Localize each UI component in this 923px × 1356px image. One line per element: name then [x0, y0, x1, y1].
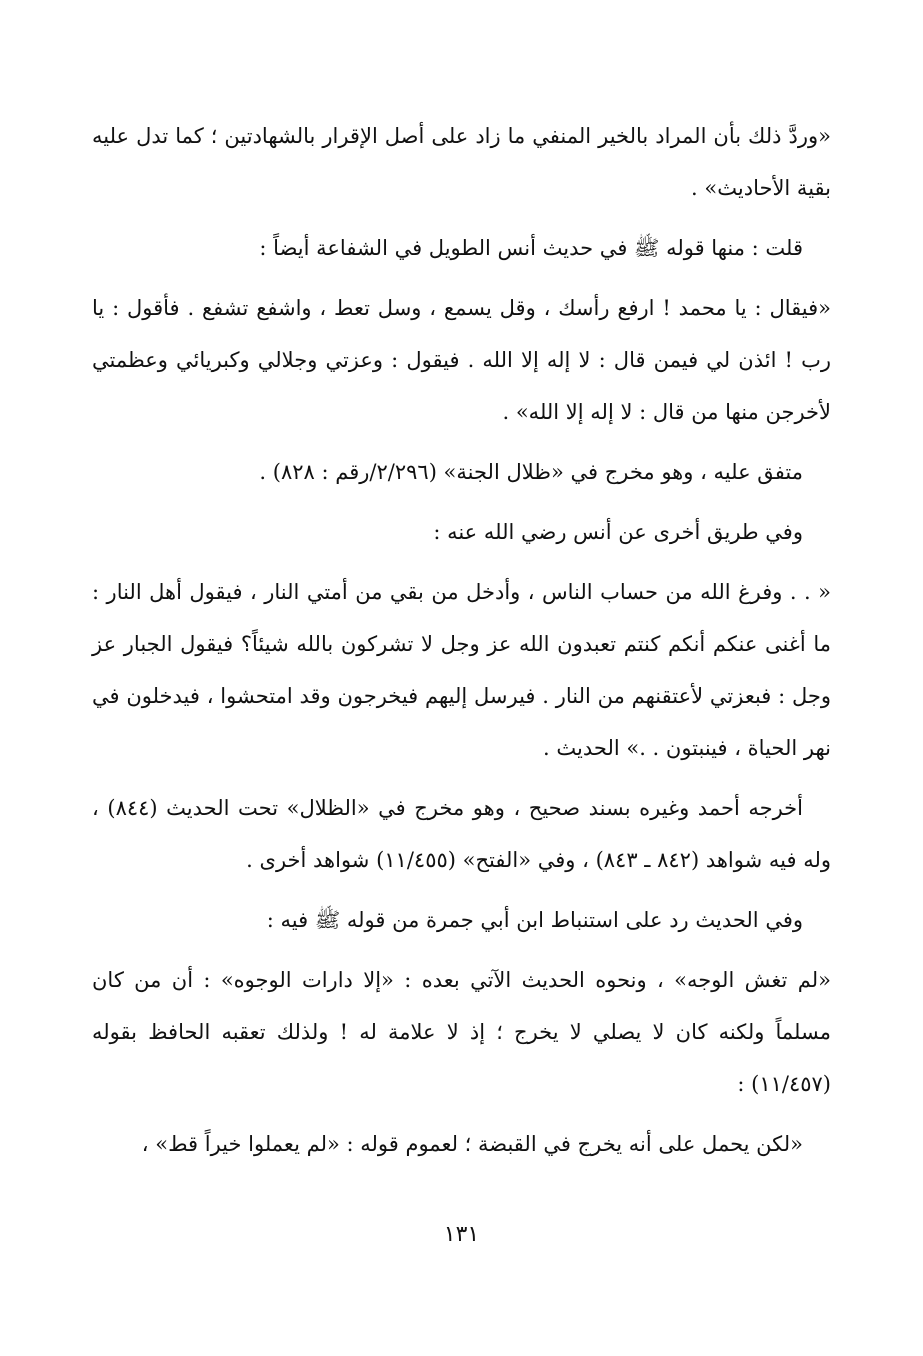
paragraph-6: « . . وفرغ الله من حساب الناس ، وأدخل من بقي من أمتي النار ، فيقول أهل النار : ما أغنى عنكم أنكم كنتم تعبدون الله عز وجل لا تشركون بالله شيئاً؟ فيقول الجبار عز وجل : فبعزتي لأعتقنهم من النار . فيرسل إليهم فيخرجون وقد امتحشوا ، فيدخلون في نهر الحياة ، فينبتون . .» الحديث . [92, 580, 831, 760]
paragraph-8: وفي الحديث رد على استنباط ابن أبي جمرة من قوله ﷺ فيه : [266, 908, 803, 932]
paragraph-1: «وردَّ ذلك بأن المراد بالخير المنفي ما زاد على أصل الإقرار بالشهادتين ؛ كما تدل عليه بقية الأحاديث» . [92, 124, 831, 200]
paragraph-9: «لم تغش الوجه» ، ونحوه الحديث الآتي بعده : «إلا دارات الوجوه» : أن من كان مسلماً ولكنه كان لا يصلي لا يخرج ؛ إذ لا علامة له ! ولذلك تعقبه الحافظ بقوله (١١/٤٥٧) : [92, 968, 831, 1096]
page-number: ١٣١ [443, 1222, 480, 1247]
paragraph-10: «لكن يحمل على أنه يخرج في القبضة ؛ لعموم قوله : «لم يعملوا خيراً قط» ، [141, 1132, 803, 1156]
paragraph-4: متفق عليه ، وهو مخرج في «ظلال الجنة» (٢/٢٩٦/رقم : ٨٢٨) . [259, 460, 803, 484]
paragraph-3: «فيقال : يا محمد ! ارفع رأسك ، وقل يسمع ، وسل تعط ، واشفع تشفع . فأقول : يا رب ! ائذن لي فيمن قال : لا إله إلا الله . فيقول : وعزتي وجلالي وكبريائي وعظمتي لأخرجن منها من قال : لا إله إلا الله» . [92, 296, 831, 424]
paragraph-5: وفي طريق أخرى عن أنس رضي الله عنه : [433, 520, 803, 544]
page-body [92, 110, 831, 1170]
paragraph-7: أخرجه أحمد وغيره بسند صحيح ، وهو مخرج في «الظلال» تحت الحديث (٨٤٤) ، وله فيه شواهد (٨٤٢ ـ ٨٤٣) ، وفي «الفتح» (١١/٤٥٥) شواهد أخرى . [92, 796, 831, 872]
paragraph-2: قلت : منها قوله ﷺ في حديث أنس الطويل في الشفاعة أيضاً : [259, 236, 803, 260]
